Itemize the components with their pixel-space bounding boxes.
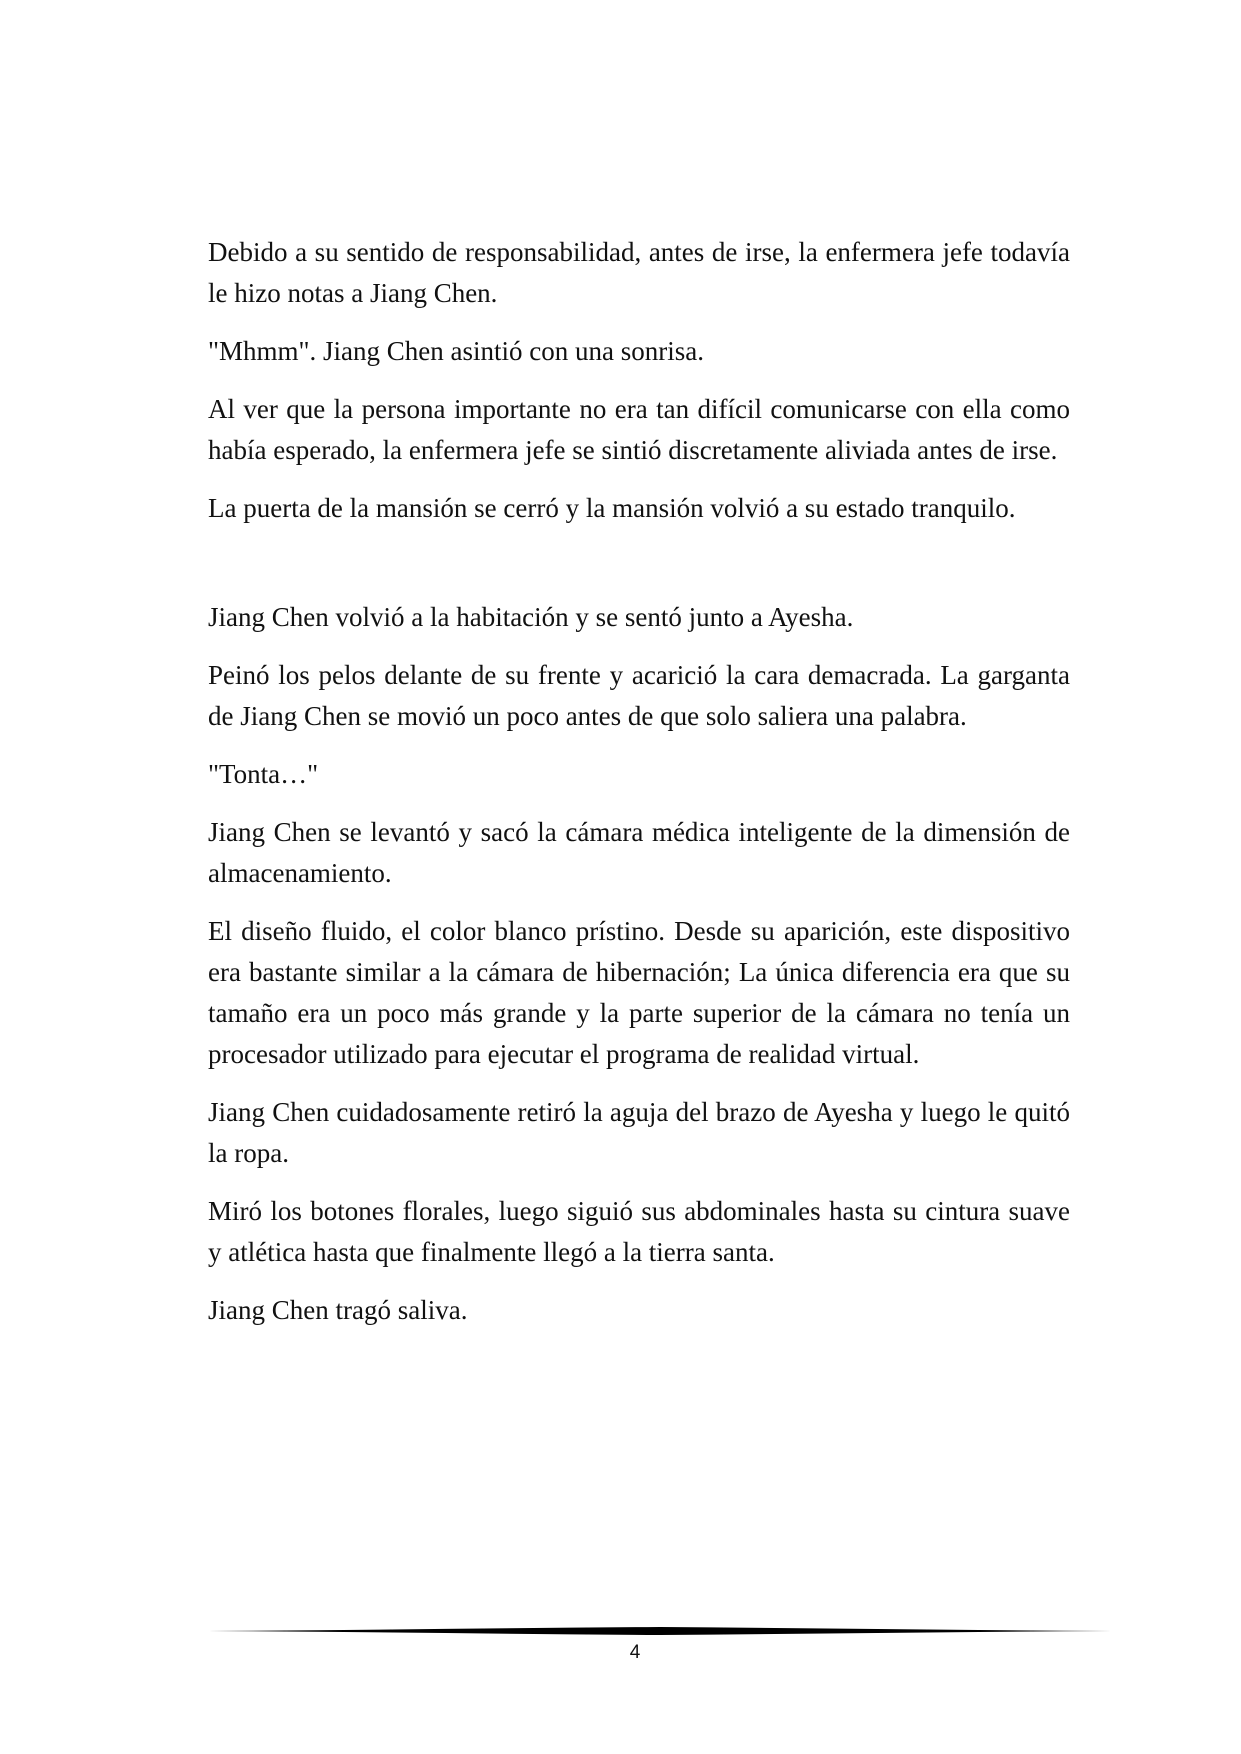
paragraph: Jiang Chen tragó saliva. xyxy=(208,1295,468,1325)
page-number: 4 xyxy=(629,1642,641,1663)
paragraph: Jiang Chen cuidadosamente retiró la aguja del brazo de Ayesha y luego le quitó la ropa. xyxy=(208,1097,1070,1168)
footer-divider xyxy=(208,1625,1112,1637)
footer-divider-shape xyxy=(208,1627,1112,1635)
paragraph: Jiang Chen volvió a la habitación y se sentó junto a Ayesha. xyxy=(208,602,854,632)
paragraph: La puerta de la mansión se cerró y la mansión volvió a su estado tranquilo. xyxy=(208,493,1016,523)
paragraph: "Mhmm". Jiang Chen asintió con una sonrisa. xyxy=(208,336,704,366)
paragraph: "Tonta…" xyxy=(208,759,319,789)
paragraph: Debido a su sentido de responsabilidad, antes de irse, la enfermera jefe todavía le hizo notas a Jiang Chen. xyxy=(208,237,1070,308)
paragraph: Miró los botones florales, luego siguió sus abdominales hasta su cintura suave y atlética hasta que finalmente llegó a la tierra santa. xyxy=(208,1196,1070,1267)
paragraph: Jiang Chen se levantó y sacó la cámara médica inteligente de la dimensión de almacenamiento. xyxy=(208,817,1070,888)
body-text xyxy=(208,232,1070,1348)
paragraph: El diseño fluido, el color blanco prístino. Desde su aparición, este dispositivo era bastante similar a la cámara de hibernación; La única diferencia era que su tamaño era un poco más grande y la parte superior de la cámara no tenía un procesador utilizado para ejecutar el programa de realidad virtual. xyxy=(208,916,1070,1069)
paragraph: Peinó los pelos delante de su frente y acarició la cara demacrada. La garganta de Jiang Chen se movió un poco antes de que solo saliera una palabra. xyxy=(208,660,1070,731)
paragraph: Al ver que la persona importante no era tan difícil comunicarse con ella como había esperado, la enfermera jefe se sintió discretamente aliviada antes de irse. xyxy=(208,394,1070,465)
section-break xyxy=(208,546,1070,597)
